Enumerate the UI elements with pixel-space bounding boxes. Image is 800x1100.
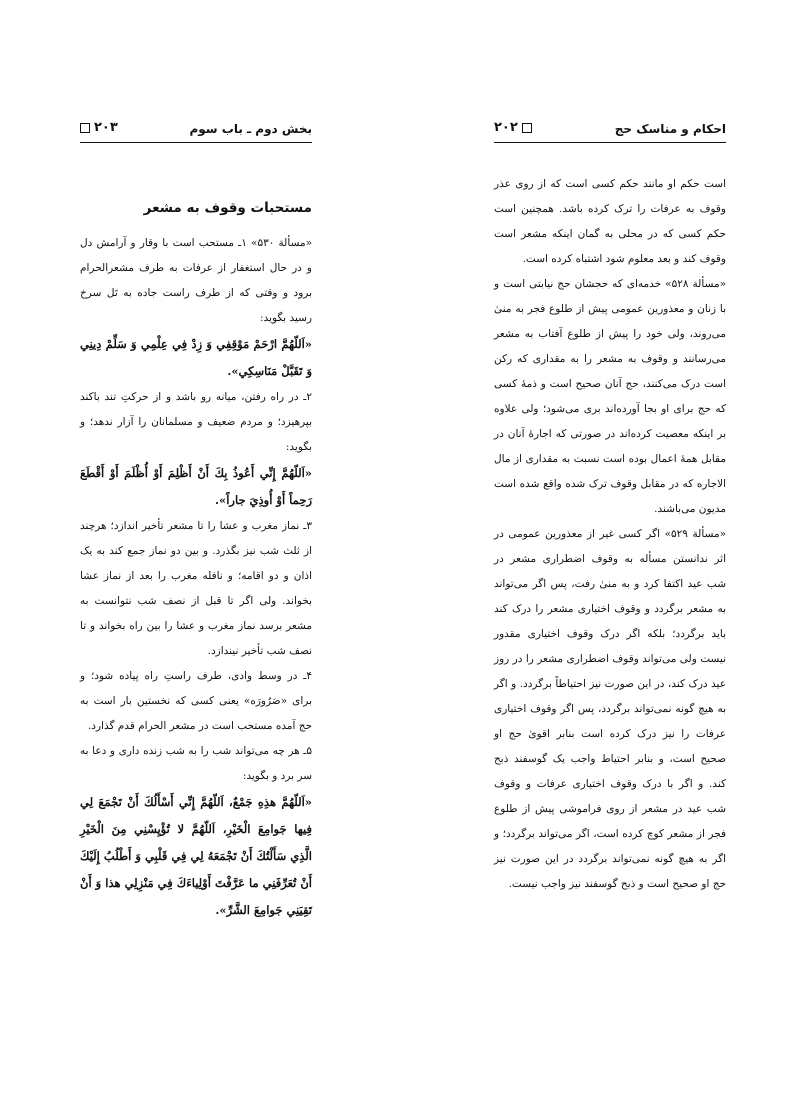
page-number-text: ۲۰۲ (494, 120, 518, 135)
page-number (80, 120, 118, 135)
section-title: مستحبات وقوف به مشعر (143, 200, 312, 216)
paragraph: «مسألة ۵۲۸» خدمه‌ای که حجشان حج نیابتی است و با زنان و معذورین عمومی پیش از طلوع فجر به منیٰ می‌روند، ولی خود را پیش از طلوع آفتاب به مشعر می‌رسانند و وقوف به مشعر را به مقداری که رکن است درک می‌کنند، حج آنان صحیح است و ذمهٔ کسی که حج برای او بجا آورده‌اند بری می‌شود؛ ولی علاوه بر اینکه معصیت کرده‌اند در صورتی که اجارهٔ آنان در مقابل همهٔ اعمال بوده است نسبت به مقداری از مال الاجاره که در مقابل وقوف ترک شده واقع شده است مدیون می‌باشند. (494, 278, 726, 515)
square-icon (80, 123, 90, 133)
page-number-text: ۲۰۳ (94, 120, 118, 135)
header-title: احکام و مناسک حج (614, 122, 726, 136)
header-title: بخش دوم ـ باب سوم (189, 122, 312, 136)
paragraph: ۴ـ در وسط وادی، طرف راستِ راه پیاده شود؛ و برای «صَرُورَه» یعنی کسی که نخستین بار است به حج آمده مستحب است در مشعر الحرام قدم گذارد. (80, 670, 312, 732)
page-header (80, 120, 312, 143)
prayer-text: «اَللّهُمَّ ارْحَمْ مَوْقِفِي وَ زِدْ فِي عِلْمِي وَ سَلِّمْ دِينِي وَ تَقَبَّلْ مَنَاسِكِي». (80, 337, 312, 378)
paragraph: «مسألة ۵۲۹» اگر کسی غیر از معذورین عمومی در اثر ندانستن مسأله به وقوف اضطراری مشعر در شب عید اکتفا کرد و به منیٰ رفت، پس اگر می‌تواند به مشعر برگردد و وقوف اختیاری مشعر را درک کند باید برگردد؛ بلکه اگر درک وقوف اختیاری مقدور نیست ولی می‌تواند وقوف اضطراری مشعر را در روز عید درک کند، در این صورت نیز احتیاطاً برگردد. و اگر به هیچ گونه نمی‌تواند برگردد، پس اگر وقوف اختیاری عرفات را نیز درک کرده است بنابر اقویٰ حج او صحیح است، و بنابر احتیاط واجب یک گوسفند ذبح کند. و اگر با درک وقوف اختیاری عرفات و وقوف شب عید در مشعر از روی فراموشی پیش از طلوع فجر از مشعر کوچ کرده است، اگر می‌تواند برگردد؛ و اگر به هیچ گونه نمی‌تواند برگردد در این صورت نیز حج او صحیح است و ذبح گوسفند نیز واجب نیست. (494, 528, 726, 890)
prayer-text: «اَللّهُمَّ إِنِّي أَعُوذُ بِكَ أَنْ أَظْلِمَ أَوْ أُظْلَمَ أَوْ أَقْطَعَ رَحِماً أَوْ أُوذِيَ جاراً». (80, 466, 312, 507)
page-number (494, 120, 532, 135)
paragraph: «مسألة ۵۳۰» ۱ـ مستحب است با وقار و آرامش دل و در حال استغفار از عرفات به طرف مشعرالحرام برود و وقتی که از طرف راست جاده به تَل سرخ رسید بگوید: (80, 237, 312, 324)
prayer-text: «اَللّهُمَّ هذِهِ جَمْعٌ، اَللّهُمَّ إِنِّي أَسْأَلُكَ أَنْ تَجْمَعَ لِي فِيها جَوامِعَ الْخَيْرِ، اَللّهُمَّ لا تُؤْيِسْنِي مِنَ الْخَيْرِ الَّذِي سَأَلْتُكَ أَنْ تَجْمَعَهُ لِي فِي قَلْبِي وَ أَطْلُبُ إِلَيْكَ أَنْ تُعَرِّفَنِي ما عَرَّفْتَ أَوْلِياءَكَ فِي مَنْزِلِي هذا وَ أَنْ تَقِيَنِي جَوامِعَ الشَّرِّ». (80, 795, 312, 917)
paragraph: ۳ـ نماز مغرب و عشا را تا مشعر تأخیر اندازد؛ هرچند از ثلث شب نیز بگذرد. و بین دو نماز جمع کند به یک اذان و دو اقامه؛ و نافله مغرب را بعد از نماز عشا بخواند. ولی اگر تا قبل از نصف شب نتوانست به مشعر برسد نماز مغرب و عشا را بین راه بخواند و تا نصف شب تأخیر نیندازد. (80, 520, 312, 657)
paragraph: ۵ـ هر چه می‌تواند شب را به شب زنده داری و دعا به سر برد و بگوید: (80, 745, 312, 782)
square-icon (522, 123, 532, 133)
page-header (494, 120, 726, 143)
page-body (494, 172, 726, 897)
paragraph: ۲ـ در راه رفتن، میانه رو باشد و از حرکتِ تند باکند بپرهیزد؛ و مردم ضعیف و مسلمانان را آزار ندهد؛ و بگوید: (80, 391, 312, 453)
right-page (400, 0, 800, 1100)
page-body (80, 196, 312, 924)
paragraph: است حکم او مانند حکم کسی است که از روی عذر وقوف به عرفات را ترک کرده باشد. همچنین است حکم کسی که در محلی به گمان اینکه مشعر است وقوف کند و بعد معلوم شود اشتباه کرده است. (494, 178, 726, 265)
